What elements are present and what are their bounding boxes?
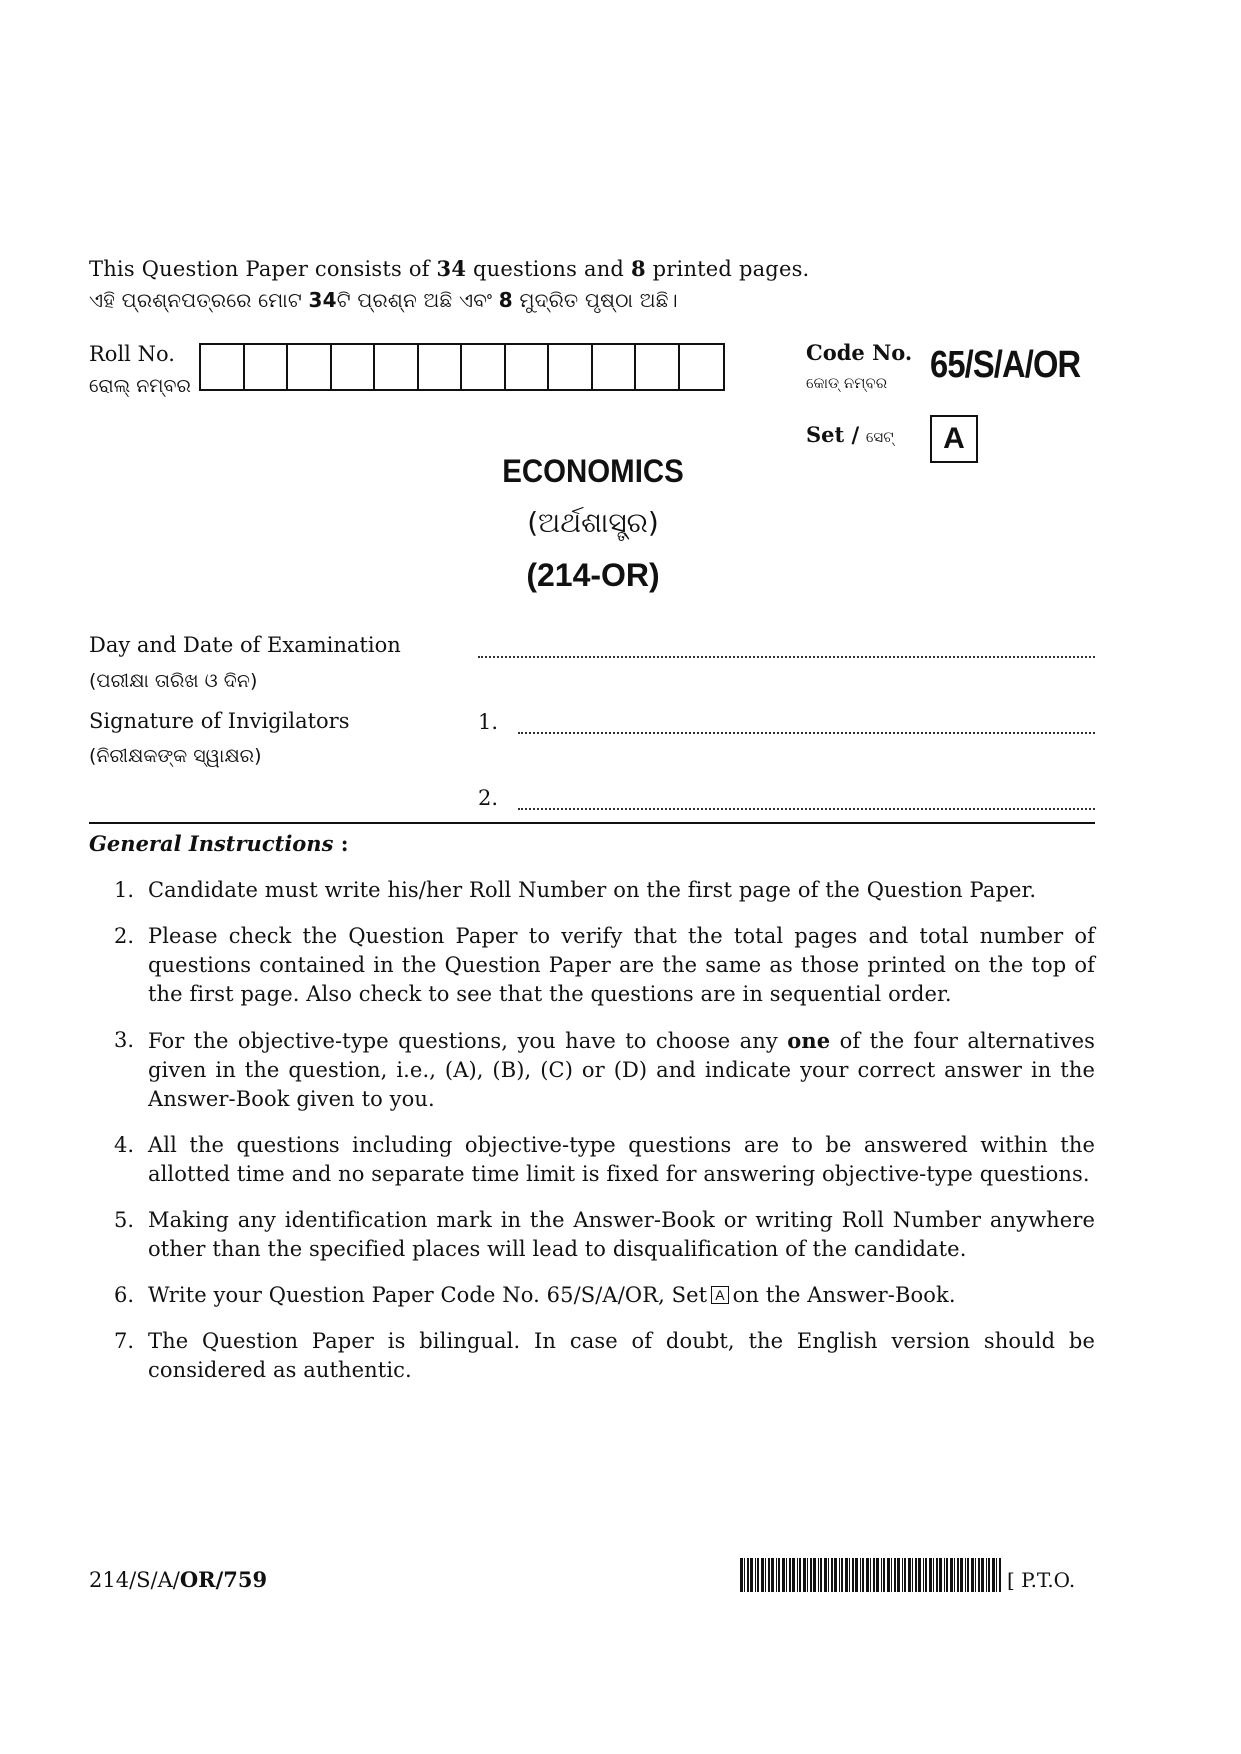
intro-or-question-count: 34 <box>308 288 337 312</box>
barcode-bar <box>862 1558 864 1592</box>
barcode-bar <box>960 1558 963 1592</box>
instruction-number: 2. <box>113 924 134 948</box>
intro-en-post: printed pages. <box>645 257 810 281</box>
instruction-text-post: of the four alternatives given in the question, i.e., (A), (B), (C) or (D) and indicate your correct answer in the Answer-Book given to you. <box>148 1029 1095 1111</box>
barcode-bar <box>936 1558 938 1592</box>
barcode-bar <box>828 1558 829 1592</box>
instructions-list <box>89 876 1095 1402</box>
instruction-text <box>148 1026 1095 1114</box>
barcode-bar <box>747 1558 749 1592</box>
barcode-bar <box>881 1558 882 1592</box>
code-no-label: Code No. <box>806 340 913 365</box>
barcode-bar <box>831 1558 833 1592</box>
invigilator-1-number: 1. <box>478 710 499 734</box>
barcode-bar <box>761 1558 764 1592</box>
barcode-bar <box>860 1558 861 1592</box>
invigilator-2-signature-field[interactable] <box>518 808 1095 810</box>
instruction-item <box>89 1206 1095 1264</box>
set-label-odia: ସେଟ୍ <box>865 428 894 446</box>
intro-or-pre: ଏହି ପ୍ରଶ୍ନପତ୍ରରେ ମୋଟ <box>89 288 309 312</box>
barcode-bar <box>768 1558 770 1592</box>
barcode-bar <box>894 1558 896 1592</box>
roll-number-digit-box[interactable] <box>245 345 289 389</box>
barcode-bar <box>771 1558 774 1592</box>
barcode-bar <box>978 1558 980 1592</box>
barcode-bar <box>755 1558 756 1592</box>
subject-title: ECONOMICS <box>502 453 684 489</box>
intro-odia <box>89 288 678 312</box>
roll-number-digit-box[interactable] <box>593 345 637 389</box>
barcode-bar <box>750 1558 753 1592</box>
barcode-bar <box>852 1558 854 1592</box>
general-instructions-title <box>89 831 348 856</box>
barcode-bar <box>757 1558 759 1592</box>
intro-en-page-count: 8 <box>630 256 646 281</box>
section-divider <box>89 822 1095 824</box>
barcode-bar <box>887 1558 890 1592</box>
barcode-bar <box>971 1558 974 1592</box>
barcode-bar <box>813 1558 816 1592</box>
invigilator-signature-label-odia: (ନିରୀକ୍ଷକଙ୍କ ସ୍ୱାକ୍ଷର) <box>89 745 262 767</box>
barcode-bar <box>954 1558 955 1592</box>
instruction-text: All the questions including objective-type questions are to be answered within the allotted time and no separate time limit is fixed for answering objective-type questions. <box>148 1133 1095 1186</box>
general-instructions-colon: : <box>333 831 349 856</box>
barcode-bar <box>965 1558 966 1592</box>
barcode-bar <box>967 1558 969 1592</box>
roll-number-digit-box[interactable] <box>288 345 332 389</box>
barcode-bar <box>849 1558 850 1592</box>
exam-date-label-odia: (ପରୀକ୍ଷା ତାରିଖ ଓ ଦିନ) <box>89 670 258 692</box>
roll-number-boxes[interactable] <box>199 343 725 391</box>
subject-title-odia: (ଅର୍ଥଶାସ୍ତ୍ର) <box>527 506 659 539</box>
barcode-bar <box>740 1558 743 1592</box>
roll-number-digit-box[interactable] <box>636 345 680 389</box>
barcode-bar <box>957 1558 959 1592</box>
barcode-bar <box>803 1558 806 1592</box>
barcode-bar <box>866 1558 869 1592</box>
barcode-bar <box>992 1558 995 1592</box>
barcode-bar <box>950 1558 953 1592</box>
instruction-text <box>148 1281 1095 1310</box>
barcode-bar <box>883 1558 885 1592</box>
barcode-bar <box>975 1558 976 1592</box>
barcode-bar <box>782 1558 785 1592</box>
barcode-bar <box>891 1558 892 1592</box>
barcode-bar <box>915 1558 917 1592</box>
set-label-en: Set / <box>806 422 860 447</box>
barcode-bar <box>786 1558 787 1592</box>
set-label <box>806 422 894 447</box>
intro-or-mid: ଟି ପ୍ରଶ୍ନ ଅଛି ଏବଂ <box>336 288 499 312</box>
footer-paper-code <box>89 1567 267 1592</box>
barcode-bar <box>986 1558 987 1592</box>
invigilator-signature-label: Signature of Invigilators <box>89 709 350 733</box>
barcode-bar <box>999 1558 1001 1592</box>
roll-number-digit-box[interactable] <box>549 345 593 389</box>
instruction-number: 6. <box>113 1283 134 1307</box>
barcode-bar <box>897 1558 900 1592</box>
instruction-item <box>89 876 1095 905</box>
exam-date-label: Day and Date of Examination <box>89 633 401 657</box>
barcode-bar <box>933 1558 934 1592</box>
general-instructions-title-text: General Instructions <box>89 831 334 856</box>
barcode-bar <box>824 1558 827 1592</box>
barcode-bar <box>834 1558 837 1592</box>
exam-date-field[interactable] <box>478 656 1095 658</box>
barcode-bar <box>765 1558 766 1592</box>
barcode-bar <box>789 1558 791 1592</box>
instruction-text-pre: For the objective-type questions, you have to choose any <box>148 1029 788 1053</box>
barcode-bar <box>820 1558 822 1592</box>
barcode-bar <box>841 1558 843 1592</box>
pto-label: [ P.T.O. <box>1007 1568 1076 1592</box>
instruction-item <box>89 1131 1095 1189</box>
barcode-bar <box>778 1558 780 1592</box>
barcode-bar <box>810 1558 812 1592</box>
barcode-bar <box>792 1558 795 1592</box>
instruction-text-pre: Write your Question Paper Code No. 65/S/A/OR, Set <box>148 1283 708 1307</box>
barcode-bar <box>925 1558 927 1592</box>
barcode-bar <box>839 1558 840 1592</box>
barcode-bar <box>929 1558 932 1592</box>
barcode-bar <box>870 1558 871 1592</box>
barcode-bar <box>902 1558 903 1592</box>
intro-english <box>89 256 809 281</box>
barcode-bar <box>797 1558 798 1592</box>
intro-en-question-count: 34 <box>436 256 467 281</box>
code-no-label-odia: କୋଡ୍ ନମ୍ବର <box>806 374 888 392</box>
set-a-inline-box: A <box>711 1286 728 1304</box>
roll-number-digit-box[interactable] <box>201 345 245 389</box>
barcode-bar <box>944 1558 945 1592</box>
roll-number-digit-box[interactable] <box>680 345 724 389</box>
barcode-bar <box>799 1558 801 1592</box>
subject-code: (214-OR) <box>526 557 660 593</box>
roll-number-digit-box[interactable] <box>506 345 550 389</box>
barcode-bar <box>855 1558 858 1592</box>
barcode-bar <box>873 1558 875 1592</box>
footer-code-bold: OR/759 <box>179 1567 268 1592</box>
roll-no-label-odia: ରୋଲ୍ ନମ୍ବର <box>89 375 191 397</box>
instruction-number: 4. <box>113 1133 134 1157</box>
barcode-bar <box>908 1558 911 1592</box>
roll-no-label: Roll No. <box>89 342 175 366</box>
intro-en-mid: questions and <box>466 257 631 281</box>
intro-or-page-count: 8 <box>498 288 513 312</box>
barcode-bar <box>744 1558 745 1592</box>
instruction-text: The Question Paper is bilingual. In case of doubt, the English version should be considered as authentic. <box>148 1329 1095 1382</box>
instruction-text-bold: one <box>787 1028 831 1053</box>
barcode-bar <box>981 1558 984 1592</box>
barcode-bar <box>996 1558 997 1592</box>
intro-or-post: ମୁଦ୍ରିତ ପୃଷ୍ଠା ଅଛି। <box>512 288 678 312</box>
invigilator-2-number: 2. <box>478 786 499 810</box>
barcode-bar <box>988 1558 990 1592</box>
instruction-text: Candidate must write his/her Roll Number on the first page of the Question Paper. <box>148 878 1037 902</box>
intro-en-pre: This Question Paper consists of <box>89 257 437 281</box>
instruction-item <box>89 1026 1095 1114</box>
instruction-text: Making any identification mark in the Answer-Book or writing Roll Number anywhere other than the specified places will lead to disqualification of the candidate. <box>148 1208 1095 1261</box>
roll-number-digit-box[interactable] <box>462 345 506 389</box>
barcode-icon <box>740 1558 1002 1592</box>
instruction-number: 7. <box>113 1329 134 1353</box>
set-value-box: A <box>930 415 978 463</box>
roll-number-digit-box[interactable] <box>375 345 419 389</box>
instruction-number: 3. <box>113 1028 134 1052</box>
barcode-bar <box>946 1558 948 1592</box>
barcode-bar <box>918 1558 921 1592</box>
invigilator-1-signature-field[interactable] <box>518 732 1095 734</box>
instruction-item <box>89 1281 1095 1310</box>
barcode-bar <box>939 1558 942 1592</box>
barcode-bar <box>807 1558 808 1592</box>
instruction-text-post: on the Answer-Book. <box>732 1283 956 1307</box>
instruction-text: Please check the Question Paper to verify that the total pages and total number of questions contained in the Question Paper are the same as those printed on the top of the first page. Also check to see that the questions are in sequential order. <box>148 924 1095 1006</box>
barcode-bar <box>818 1558 819 1592</box>
paper-code: 65/S/A/OR <box>930 344 1081 386</box>
instruction-item <box>89 1327 1095 1385</box>
barcode-bar <box>904 1558 906 1592</box>
instruction-item <box>89 922 1095 1009</box>
barcode-bar <box>876 1558 879 1592</box>
barcode-bar <box>912 1558 913 1592</box>
instruction-number: 5. <box>113 1208 134 1232</box>
roll-number-digit-box[interactable] <box>419 345 463 389</box>
barcode-bar <box>923 1558 924 1592</box>
barcode-bar <box>776 1558 777 1592</box>
roll-number-digit-box[interactable] <box>332 345 376 389</box>
barcode-bar <box>845 1558 848 1592</box>
instruction-number: 1. <box>113 878 134 902</box>
footer-code-prefix: 214/S/A/ <box>89 1568 180 1592</box>
